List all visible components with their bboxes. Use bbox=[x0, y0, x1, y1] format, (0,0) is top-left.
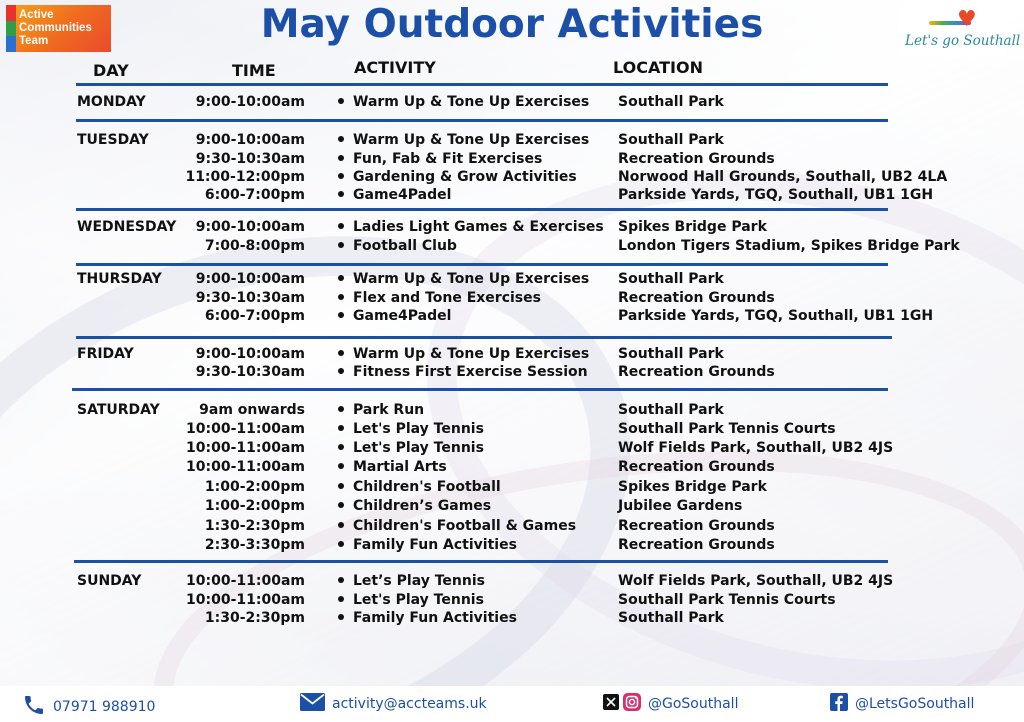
time-slot: 9:00-10:00am bbox=[195, 271, 305, 287]
activity-name: Family Fun Activities bbox=[353, 537, 517, 553]
time-slot: 10:00-11:00am bbox=[186, 459, 305, 475]
activity-item bbox=[338, 421, 484, 437]
time-slot: 9:00-10:00am bbox=[195, 346, 305, 362]
phone-number: 07971 988910 bbox=[53, 699, 156, 715]
location-name: Recreation Grounds bbox=[618, 518, 775, 534]
bullet-icon bbox=[338, 406, 344, 412]
phone-contact[interactable] bbox=[22, 693, 155, 721]
activity-item bbox=[338, 290, 541, 306]
time-slot: 9:00-10:00am bbox=[195, 132, 305, 148]
location-name: Recreation Grounds bbox=[618, 537, 775, 553]
activity-name: Ladies Light Games & Exercises bbox=[353, 219, 604, 235]
location-name: Southall Park Tennis Courts bbox=[618, 592, 836, 608]
location-name: Wolf Fields Park, Southall, UB2 4JS bbox=[618, 573, 894, 589]
time-slot: 9:00-10:00am bbox=[195, 94, 305, 110]
location-name: Norwood Hall Grounds, Southall, UB2 4LA bbox=[618, 169, 948, 185]
logo-line: Active bbox=[19, 9, 54, 21]
time-slot: 2:30-3:30pm bbox=[204, 537, 305, 553]
bullet-icon bbox=[338, 294, 344, 300]
bullet-icon bbox=[338, 223, 344, 229]
activity-name: Warm Up & Tone Up Exercises bbox=[353, 94, 590, 110]
location-name: Parkside Yards, TGQ, Southall, UB1 1GH bbox=[618, 187, 934, 203]
activity-item bbox=[338, 94, 589, 110]
bullet-icon bbox=[338, 136, 344, 142]
bullet-icon bbox=[338, 350, 344, 356]
bullet-icon bbox=[338, 242, 344, 248]
page-title: May Outdoor Activities bbox=[260, 2, 764, 47]
section-divider bbox=[76, 208, 888, 211]
section-divider bbox=[72, 388, 888, 391]
time-slot: 9:00-10:00am bbox=[195, 219, 305, 235]
activity-item bbox=[338, 151, 542, 167]
activity-item bbox=[338, 479, 501, 495]
activity-name: Martial Arts bbox=[353, 459, 447, 475]
location-name: London Tigers Stadium, Spikes Bridge Park bbox=[618, 238, 960, 254]
location-name: Wolf Fields Park, Southall, UB2 4JS bbox=[618, 440, 894, 456]
section-divider bbox=[76, 263, 888, 266]
email-icon bbox=[300, 693, 325, 715]
bullet-icon bbox=[338, 444, 344, 450]
header-location: LOCATION bbox=[613, 58, 703, 77]
time-slot: 6:00-7:00pm bbox=[204, 308, 305, 324]
location-name: Southall Park bbox=[618, 402, 724, 418]
day-label: TUESDAY bbox=[77, 132, 149, 148]
time-slot: 1:00-2:00pm bbox=[204, 479, 305, 495]
activity-name: Fitness First Exercise Session bbox=[353, 364, 588, 380]
activity-item bbox=[338, 402, 424, 418]
activity-name: Fun, Fab & Fit Exercises bbox=[353, 151, 543, 167]
social-handle[interactable] bbox=[603, 693, 738, 715]
time-slot: 9:30-10:30am bbox=[195, 151, 305, 167]
bullet-icon bbox=[338, 98, 344, 104]
bullet-icon bbox=[338, 522, 344, 528]
time-slot: 6:00-7:00pm bbox=[204, 187, 305, 203]
location-name: Recreation Grounds bbox=[618, 459, 775, 475]
section-divider bbox=[76, 336, 892, 339]
time-slot: 1:30-2:30pm bbox=[204, 610, 305, 626]
bullet-icon bbox=[338, 191, 344, 197]
instagram-icon bbox=[623, 693, 641, 715]
email-address: activity@accteams.uk bbox=[332, 696, 487, 712]
activity-name: Let's Play Tennis bbox=[353, 592, 484, 608]
day-label: SUNDAY bbox=[77, 573, 142, 589]
activity-item bbox=[338, 364, 588, 380]
activity-item bbox=[338, 169, 577, 185]
time-slot: 9:30-10:30am bbox=[195, 290, 305, 306]
activity-name: Children's Football bbox=[353, 479, 501, 495]
activity-name: Children’s Games bbox=[353, 498, 492, 514]
activity-item bbox=[338, 610, 517, 626]
location-name: Southall Park bbox=[618, 346, 724, 362]
location-name: Southall Park bbox=[618, 271, 724, 287]
activity-item bbox=[338, 187, 451, 203]
bullet-icon bbox=[338, 368, 344, 374]
time-slot: 10:00-11:00am bbox=[186, 573, 305, 589]
activity-item bbox=[338, 440, 484, 456]
header-day: DAY bbox=[93, 61, 129, 80]
location-name: Southall Park bbox=[618, 132, 724, 148]
activity-name: Let's Play Tennis bbox=[353, 440, 484, 456]
day-label: FRIDAY bbox=[77, 346, 134, 362]
bullet-icon bbox=[338, 502, 344, 508]
location-name: Parkside Yards, TGQ, Southall, UB1 1GH bbox=[618, 308, 934, 324]
day-label: SATURDAY bbox=[77, 402, 160, 418]
facebook-handle: @LetsGoSouthall bbox=[855, 696, 975, 712]
activity-name: Children's Football & Games bbox=[353, 518, 577, 534]
activity-name: Game4Padel bbox=[353, 187, 452, 203]
activity-item bbox=[338, 592, 484, 608]
bullet-icon bbox=[338, 614, 344, 620]
location-name: Spikes Bridge Park bbox=[618, 479, 767, 495]
location-name: Jubilee Gardens bbox=[618, 498, 743, 514]
activity-name: Warm Up & Tone Up Exercises bbox=[353, 346, 590, 362]
location-name: Recreation Grounds bbox=[618, 290, 775, 306]
heart-icon: ♥ bbox=[957, 7, 977, 32]
activity-item bbox=[338, 308, 451, 324]
section-divider bbox=[74, 560, 888, 563]
location-name: Southall Park bbox=[618, 94, 724, 110]
day-label: MONDAY bbox=[77, 94, 146, 110]
time-slot: 10:00-11:00am bbox=[186, 440, 305, 456]
activity-name: Warm Up & Tone Up Exercises bbox=[353, 132, 590, 148]
time-slot: 9am onwards bbox=[199, 402, 305, 418]
bullet-icon bbox=[338, 173, 344, 179]
activity-name: Park Run bbox=[353, 402, 425, 418]
bullet-icon bbox=[338, 155, 344, 161]
activity-item bbox=[338, 219, 604, 235]
header-time: TIME bbox=[232, 61, 276, 80]
activity-item bbox=[338, 518, 576, 534]
activity-name: Let’s Play Tennis bbox=[353, 573, 485, 589]
activity-item bbox=[338, 498, 491, 514]
activity-name: Football Club bbox=[353, 238, 457, 254]
location-name: Southall Park Tennis Courts bbox=[618, 421, 836, 437]
activity-name: Let's Play Tennis bbox=[353, 421, 484, 437]
time-slot: 11:00-12:00pm bbox=[185, 169, 305, 185]
bullet-icon bbox=[338, 596, 344, 602]
location-name: Spikes Bridge Park bbox=[618, 219, 767, 235]
activity-name: Gardening & Grow Activities bbox=[353, 169, 577, 185]
activity-item bbox=[338, 459, 447, 475]
bullet-icon bbox=[338, 463, 344, 469]
bullet-icon bbox=[338, 312, 344, 318]
time-slot: 10:00-11:00am bbox=[186, 592, 305, 608]
phone-icon bbox=[22, 693, 46, 721]
facebook-icon bbox=[830, 693, 848, 715]
activity-name: Warm Up & Tone Up Exercises bbox=[353, 271, 590, 287]
activity-item bbox=[338, 132, 589, 148]
time-slot: 9:30-10:30am bbox=[195, 364, 305, 380]
activity-item bbox=[338, 346, 589, 362]
activity-item bbox=[338, 271, 589, 287]
section-divider bbox=[76, 83, 888, 86]
logo-text: Let's go Southall bbox=[905, 33, 1021, 49]
time-slot: 1:00-2:00pm bbox=[204, 498, 305, 514]
social-handle-text: @GoSouthall bbox=[648, 696, 739, 712]
activity-item bbox=[338, 238, 457, 254]
header-activity: ACTIVITY bbox=[354, 58, 436, 77]
section-divider bbox=[76, 119, 888, 122]
bullet-icon bbox=[338, 483, 344, 489]
location-name: Recreation Grounds bbox=[618, 364, 775, 380]
activity-item bbox=[338, 573, 485, 589]
bullet-icon bbox=[338, 541, 344, 547]
x-icon bbox=[603, 694, 619, 714]
facebook-contact[interactable] bbox=[830, 693, 974, 715]
time-slot: 10:00-11:00am bbox=[186, 421, 305, 437]
logo-line: Team bbox=[19, 35, 49, 47]
day-label: THURSDAY bbox=[77, 271, 162, 287]
activity-name: Flex and Tone Exercises bbox=[353, 290, 541, 306]
bullet-icon bbox=[338, 275, 344, 281]
location-name: Recreation Grounds bbox=[618, 151, 775, 167]
day-label: WEDNESDAY bbox=[77, 219, 177, 235]
bullet-icon bbox=[338, 577, 344, 583]
time-slot: 7:00-8:00pm bbox=[204, 238, 305, 254]
activity-item bbox=[338, 537, 517, 553]
time-slot: 1:30-2:30pm bbox=[204, 518, 305, 534]
activity-name: Game4Padel bbox=[353, 308, 452, 324]
bullet-icon bbox=[338, 425, 344, 431]
location-name: Southall Park bbox=[618, 610, 724, 626]
email-contact[interactable] bbox=[300, 693, 487, 715]
logo-line: Communities bbox=[19, 22, 92, 34]
activity-name: Family Fun Activities bbox=[353, 610, 517, 626]
